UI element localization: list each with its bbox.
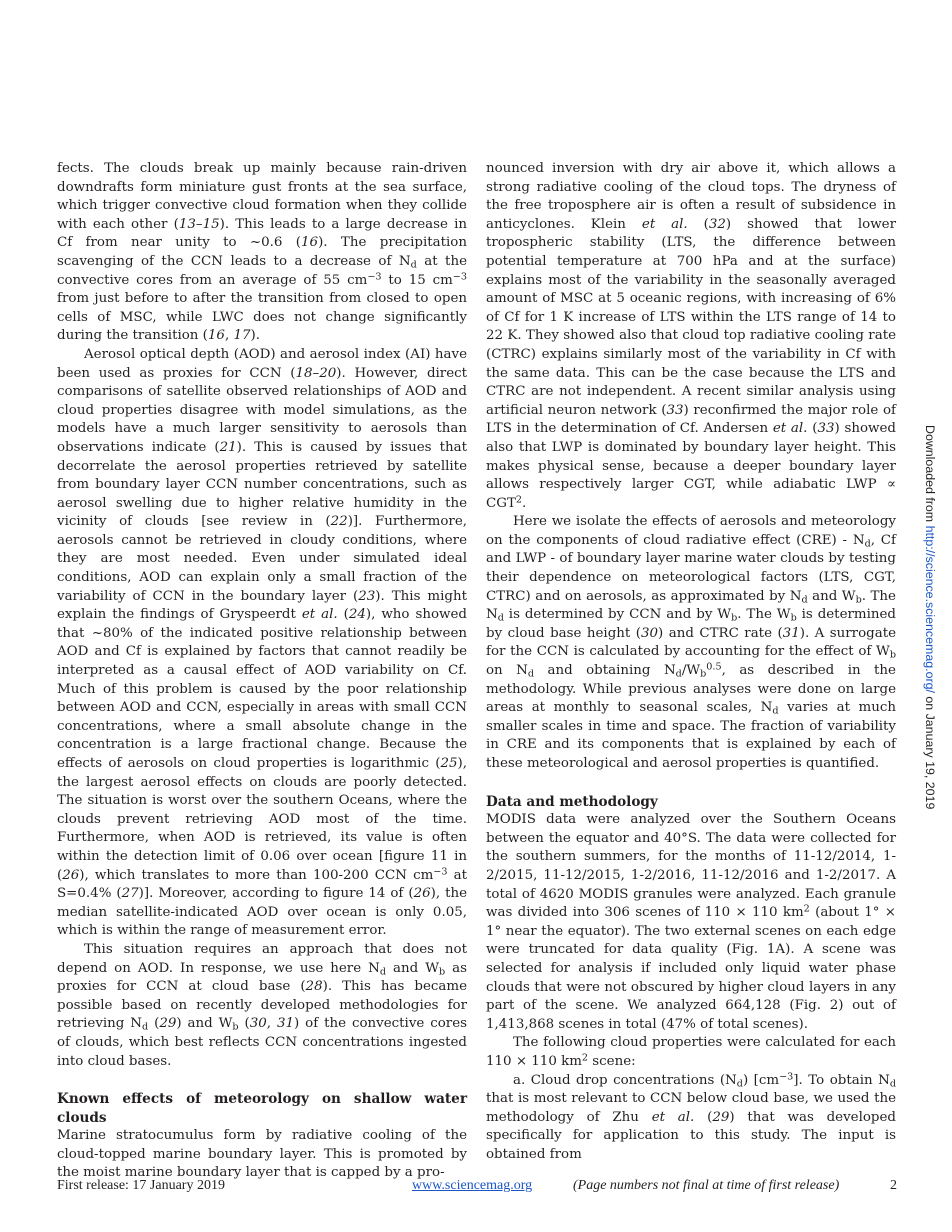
page-number-note: (Page numbers not final at time of first release) [573,1178,840,1193]
right-paragraph-1: nounced inversion with dry air above it, which allows a strong radiative cooling of the cloud tops. The dryness of the free troposphere air is often a result of subsidence in anticyclones. Klein et al. (32) showed that lower tropospheric stability (LTS, the difference between potential temperature at 700 hPa and at the surface) explains most of the variability in the seasonally averaged amount of MSC at 5 oceanic regions, with increasing of 6% of Cf for 1 K increase of LTS within the LTS range of 14 to 22 K. They showed also that cloud top radiative cooling rate (CTRC) explains similarly most of the variability in Cf with the same data. This can be the case because the LTS and CTRC are not independent. A recent similar analysis using artificial neuron network (33) reconfirmed the major role of LTS in the determination of Cf. Andersen et al. (33) showed also that LWP is dominated by boundary layer height. This makes physical sense, because a deeper boundary layer allows respectively larger CGT, while adiabatic LWP ∝ $CGT^2$. [486,161,897,511]
left-paragraph-4: Marine stratocumulus form by radiative cooling of the cloud-topped marine boundary layer. This is promoted by the moist marine boundary layer that is capped by a pro- [57,1128,467,1181]
right-paragraph-4: The following cloud properties were calculated for each 110 × 110 $km^2$ scene: [486,1035,896,1069]
section-heading-meteorology: Known effects of meteorology on shallow water clouds [57,1091,467,1126]
download-date: on January 19, 2019 [923,692,937,810]
section-heading-methodology: Data and methodology [486,793,658,810]
left-paragraph-3: This situation requires an approach that does not depend on AOD. In response, we use here $N_d$ and $W_b$ as proxies for CCN at cloud base (28). This has became possible based on recently developed methodologies for retrieving $N_d$ (29) and $W_b$ (30, 31) of the convective cores of clouds, which best reflects CCN concentrations ingested into cloud bases. [57,941,467,1069]
right-column [486,160,896,1164]
release-date: First release: 17 January 2019 [57,1178,225,1193]
left-paragraph-2: Aerosol optical depth (AOD) and aerosol index (AI) have been used as proxies for CCN (18–20). However, direct comparisons of satellite observed relationships of AOD and cloud properties disagree with model simulations, as the models have a much larger sensitivity to aerosols than observations indicate (21). This is caused by issues that decorrelate the aerosol properties retrieved by satellite from boundary layer CCN number concentrations, such as aerosol swelling due to higher relative humidity in the vicinity of clouds [see review in (22)]. Furthermore, aerosols cannot be retrieved in cloudy conditions, where they are most needed. Even under simulated ideal conditions, AOD can explain only a small fraction of the variability of CCN in the boundary layer (23). This might explain the findings of Gryspeerdt et al. (24), who showed that ~80% of the indicated positive relationship between AOD and Cf is explained by factors that cannot readily be interpreted as a causal effect of AOD variability on Cf. Much of this problem is caused by the poor relationship between AOD and CCN, especially in areas with small CCN concentrations, where a small absolute change in the concentration is a large fractional change. Because the effects of aerosols on cloud properties is logarithmic (25), the largest aerosol effects on clouds are poorly detected. The situation is worst over the southern Oceans, where the clouds prevent retrieving AOD most of the time. Furthermore, when AOD is retrieved, its value is often within the detection limit of 0.06 over ocean [figure 11 in (26), which translates to more than 100-200 CCN $cm^{-3}$ at S=0.4% (27)]. Moreover, according to figure 14 of (26), the median satellite-indicated AOD over ocean is only 0.05, which is within the range of measurement error. [57,346,468,939]
right-paragraph-3: MODIS data were analyzed over the Southern Oceans between the equator and 40°S. The data were collected for the southern summers, for the months of 11-12/2014, 1-2/2015, 11-12/2015, 1-2/2016, 11-12/2016 and 1-2/2017. A total of 4620 MODIS granules were analyzed. Each granule was divided into 306 scenes of 110 × 110 $km^2$ (about 1° × 1° near the equator). The two external scenes on each edge were truncated for data quality (Fig. 1A). A scene was selected for analysis if included only liquid water phase clouds that were not obscured by higher cloud layers in any part of the scene. We analyzed 664,128 (Fig. 2) out of 1,413,868 scenes in total (47% of total scenes). [486,812,896,1032]
journal-site-link[interactable]: www.sciencemag.org [412,1178,533,1193]
left-paragraph-1: fects. The clouds break up mainly because rain-driven downdrafts form miniature gust fronts at the sea surface, which trigger convective cloud formation when they collide with each other (13–15). This leads to a large decrease in Cf from near unity to ~0.6 (16). The precipitation scavenging of the CCN leads to a decrease of $N_d$ at the convective cores from an average of 55 $cm^{-3}$ to 15 $cm^{-3}$ from just before to after the transition from closed to open cells of MSC, while LWC does not change significantly during the transition (16, 17). [57,161,468,344]
download-source-link[interactable]: http://science.sciencemag.org/ [923,525,937,693]
right-paragraph-2: Here we isolate the effects of aerosols and meteorology on the components of cloud radiative effect $(CRE) - N_d$, Cf and LWP - of boundary layer marine water clouds by testing their dependence on meteorological factors (LTS, CGT, CTRC) and on aerosols, as approximated by $N_d$ and $W_b$. The $N_d$ is determined by CCN and by $W_b$. The $W_b$ is determined by cloud base height (30) and CTRC rate (31). A surrogate for the CCN is calculated by accounting for the effect of $W_b$ on $N_d$ and obtaining $N_d/W_b^{0.5}$, as described in the methodology. While previous analyses were done on large areas at monthly to seasonal scales, $N_d$ varies at much smaller scales in time and space. The fraction of variability in CRE and its components that is explained by each of these meteorological and aerosol properties is quantified. [486,514,897,771]
download-prefix: Downloaded from [923,425,937,526]
page-footer [57,1176,897,1196]
download-notice [919,425,941,810]
left-column [57,160,467,1183]
right-paragraph-5: a. Cloud drop concentrations $(N_d)$ $[cm^{-3}]$. To obtain $N_d$ that is most relevant to CCN below cloud base, we used the methodology of Zhu et al. (29) that was developed specifically for application to this study. The input is obtained from [486,1071,897,1162]
page-number: 2 [890,1178,897,1193]
